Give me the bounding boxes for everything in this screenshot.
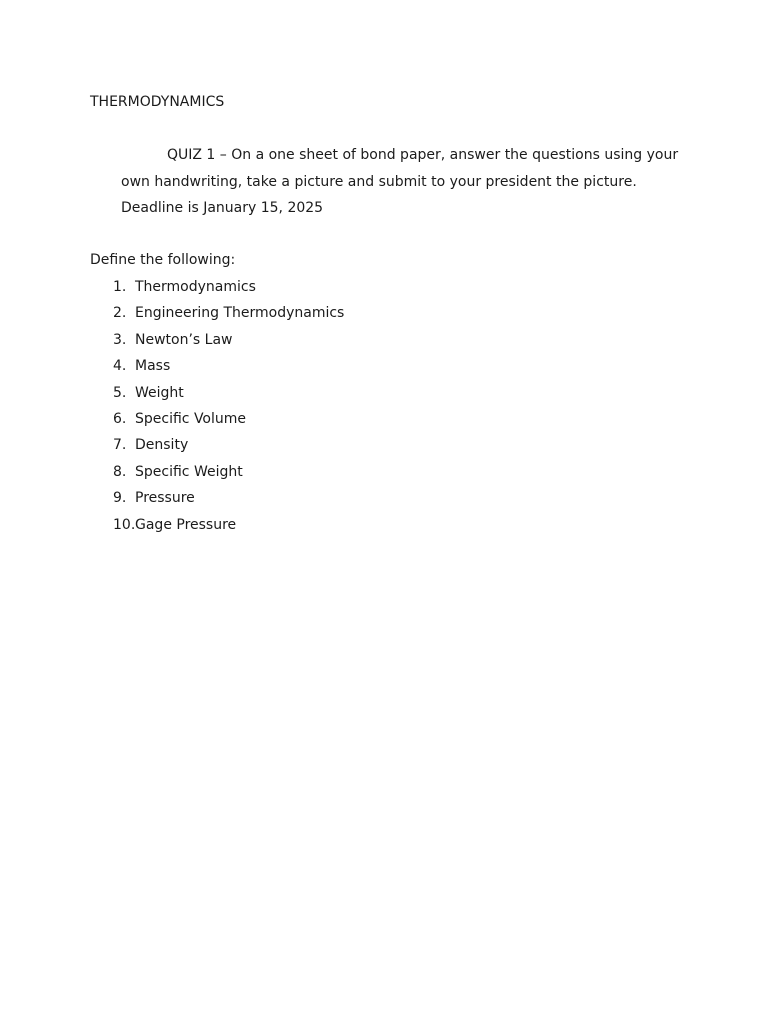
list-item-number: 3. — [113, 331, 127, 348]
list-item-text: Engineering Thermodynamics — [135, 305, 345, 322]
list-item-number: 5. — [113, 384, 127, 401]
list-item-number: 9. — [113, 490, 127, 507]
list-item-text: Mass — [135, 358, 171, 375]
list-item-number: 6. — [113, 410, 127, 427]
list-item-text: Pressure — [135, 490, 195, 507]
list-item-text: Specific Weight — [135, 463, 243, 480]
list-item-text: Newton’s Law — [135, 331, 233, 348]
list-item-text: Weight — [135, 384, 184, 401]
list-item-text: Specific Volume — [135, 410, 247, 427]
list-item-number: 8. — [113, 463, 127, 480]
document-title: THERMODYNAMICS — [90, 94, 225, 110]
list-item-number: 10. — [113, 516, 136, 533]
list-item-number: 4. — [113, 358, 127, 375]
list-item-text: Gage Pressure — [135, 516, 237, 533]
list-item-number: 2. — [113, 305, 127, 322]
define-heading: Define the following: — [90, 252, 236, 268]
list-item-number: 7. — [113, 437, 127, 454]
list-item-text: Density — [135, 437, 189, 454]
quiz-instructions: QUIZ 1 – On a one sheet of bond paper, answer the questions using your own handwriting, take a picture and submit to your president the picture. Deadline is January 15, 2025 — [121, 147, 679, 216]
list-item-number: 1. — [113, 279, 127, 295]
list-item-text: Thermodynamics — [135, 279, 256, 295]
